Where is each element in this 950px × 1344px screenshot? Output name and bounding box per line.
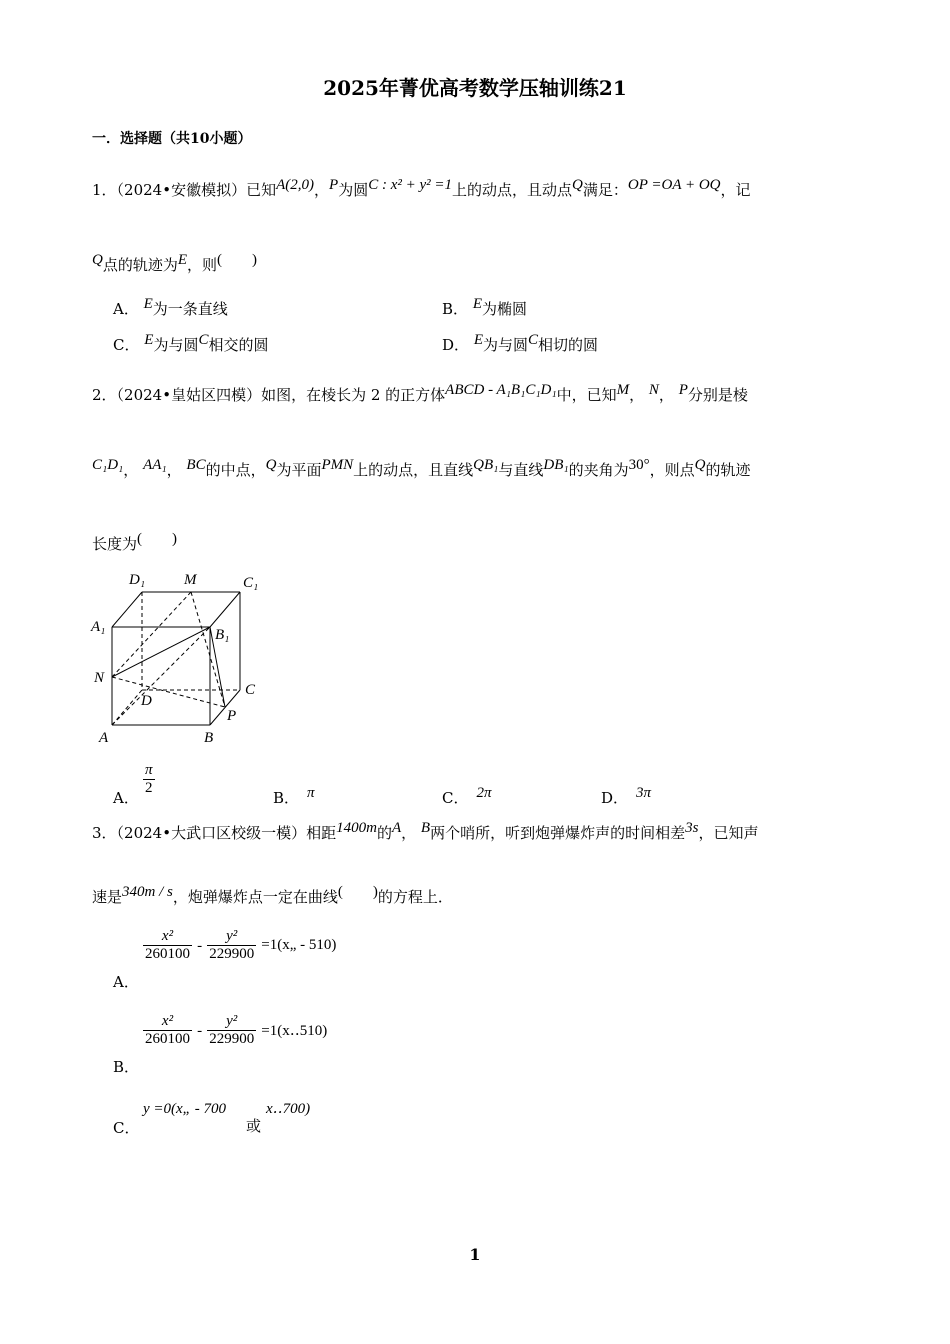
option-label: A． — [113, 300, 139, 318]
frac-num: x² — [143, 1013, 192, 1031]
option-math: E — [143, 296, 153, 312]
q2-point-q: Q — [694, 457, 706, 473]
frac-den: 260100 — [145, 1031, 190, 1047]
option-label: B． — [113, 1058, 140, 1076]
q2-edge: AA₁ — [143, 457, 167, 473]
q1-point-q: Q — [92, 252, 103, 268]
q1-option-b[interactable] — [442, 296, 527, 320]
q3-answer-blank: ( ) — [337, 884, 378, 900]
q3-text: ，已知声 — [698, 824, 759, 842]
option-label: B． — [273, 789, 300, 807]
q2-text: ， — [658, 386, 674, 404]
q3-option-c-eq2 — [266, 1098, 310, 1118]
q1-line1 — [92, 177, 751, 201]
q2-text: 中，已知 — [556, 386, 617, 404]
label-c1: C₁ — [243, 575, 259, 591]
q2-text: 的轨迹 — [705, 461, 751, 479]
option-math: C — [198, 332, 209, 348]
q3-time: 3s — [685, 820, 699, 836]
edge-a-d — [112, 690, 142, 725]
frac-den: 229900 — [209, 1031, 255, 1047]
q3-post-a: A — [391, 820, 402, 836]
label-d: D — [141, 693, 152, 709]
segment-n-m — [112, 592, 191, 677]
frac-num: x² — [143, 928, 192, 946]
q3-text: 的 — [376, 824, 392, 842]
q1-text: ，记 — [720, 181, 751, 199]
option-label: A． — [113, 973, 139, 991]
segment-n-p — [112, 677, 225, 707]
option-math: 3π — [636, 785, 652, 801]
q2-line-qb1: QB₁ — [473, 457, 499, 473]
q2-line2 — [92, 457, 751, 481]
q1-circle-eq: C : x² + y² =1 — [368, 177, 453, 193]
q2-cube: ABCD - A₁B₁C₁D₁ — [445, 382, 557, 398]
q3-option-b[interactable] — [113, 1057, 139, 1077]
q2-point-p: P — [678, 382, 688, 398]
option-text: 为一条直线 — [152, 300, 228, 318]
q1-option-d[interactable] — [442, 332, 599, 356]
q2-text: 与直线 — [498, 461, 544, 479]
minus-sign: - — [197, 938, 203, 954]
section-heading: 一．选择题（共10小题） — [92, 131, 252, 147]
q1-text: ，则 — [187, 256, 218, 274]
option-label: C． — [113, 1119, 140, 1137]
page-number: 1 — [469, 1245, 481, 1264]
label-a: A — [99, 730, 109, 746]
q2-answer-blank: ( ) — [137, 531, 178, 547]
edge-a1-d1 — [112, 592, 142, 627]
frac-num: y² — [207, 1013, 256, 1031]
label-a1: A₁ — [91, 619, 106, 635]
q2-edge: BC — [186, 457, 206, 473]
q3-text: 速是 — [92, 888, 123, 906]
option-math: E — [144, 332, 154, 348]
q2-plane: PMN — [321, 457, 354, 473]
edge-b1-c1 — [210, 592, 240, 627]
q1-text: 为圆 — [338, 181, 369, 199]
equation: x‥700) — [266, 1101, 311, 1117]
frac-den: 229900 — [209, 946, 255, 962]
label-p: P — [227, 708, 237, 724]
label-c: C — [245, 682, 256, 698]
q2-source: （2024•皇姑区四模） — [116, 386, 262, 404]
q2-line-db1: DB₁ — [543, 457, 569, 473]
q1-text: 上的动点，且动点 — [452, 181, 573, 199]
q2-text: ，则点 — [649, 461, 695, 479]
q2-point-n: N — [648, 382, 659, 398]
option-math: E — [473, 332, 483, 348]
q1-point-a: A(2,0) — [276, 177, 314, 193]
q3-text: 相距 — [306, 824, 337, 842]
option-label: D． — [442, 336, 470, 354]
option-label: B． — [442, 300, 469, 318]
option-label: C． — [113, 336, 140, 354]
q2-text: 上的动点，且直线 — [353, 461, 474, 479]
q2-text: ， — [166, 461, 182, 479]
q3-option-c-eq — [143, 1098, 226, 1118]
q3-text: ，炮弹爆炸点一定在曲线 — [172, 888, 338, 906]
q3-line2 — [92, 884, 453, 908]
frac-den: 260100 — [145, 946, 190, 962]
segment-a-b1 — [112, 627, 210, 725]
equation-rhs: =1(x‥510) — [261, 1023, 328, 1039]
q2-text: 分别是棱 — [687, 386, 748, 404]
q1-line2 — [92, 252, 258, 276]
q2-line1 — [92, 382, 748, 406]
label-n: N — [94, 670, 105, 686]
q1-option-c[interactable] — [113, 332, 269, 356]
q3-option-a-eq — [143, 928, 336, 963]
q3-text: ， — [401, 824, 417, 842]
label-d1: D₁ — [129, 572, 146, 588]
q2-line3 — [92, 531, 178, 555]
q2-text: ， — [629, 386, 645, 404]
q1-text: 满足： — [582, 181, 628, 199]
q1-text: 点的轨迹为 — [102, 256, 178, 274]
q2-option-a[interactable] — [113, 788, 139, 808]
q3-option-a[interactable] — [113, 972, 139, 992]
q2-point-q: Q — [265, 457, 277, 473]
cube-figure — [85, 565, 275, 750]
q2-text: 的夹角为 — [568, 461, 629, 479]
q2-option-d[interactable] — [601, 785, 652, 809]
q3-speed: 340m / s — [122, 884, 173, 900]
q2-option-b[interactable] — [273, 785, 315, 809]
q2-text: ， — [123, 461, 139, 479]
option-math: C — [528, 332, 539, 348]
option-label: A． — [113, 789, 139, 807]
q3-number: 3． — [92, 824, 117, 842]
q2-text: 的中点， — [205, 461, 266, 479]
frac-den: 2 — [145, 780, 153, 796]
q2-text: 长度为 — [92, 535, 138, 553]
label-b: B — [204, 730, 214, 746]
q1-point-p: P — [329, 177, 339, 193]
option-text: 相交的圆 — [208, 336, 269, 354]
equation-rhs: =1(x„ - 510) — [261, 937, 337, 953]
q2-edge: C₁D₁ — [92, 457, 124, 473]
q2-point-m: M — [616, 382, 630, 398]
q1-answer-blank: ( ) — [217, 252, 258, 268]
equation: y =0(x„ - 700 — [143, 1101, 227, 1117]
option-text: 为椭圆 — [481, 300, 527, 318]
q2-option-a-frac — [143, 762, 155, 797]
q2-option-c[interactable] — [442, 785, 492, 809]
q1-option-a[interactable] — [113, 296, 228, 320]
option-math: π — [307, 785, 315, 801]
q3-distance: 1400m — [336, 820, 377, 836]
q3-option-c[interactable] — [113, 1118, 139, 1138]
q1-vector-eq: OP =OA + OQ — [627, 177, 721, 193]
q3-text: 的方程上． — [377, 888, 453, 906]
option-text: 为与圆 — [482, 336, 528, 354]
option-text: 相切的圆 — [538, 336, 599, 354]
q2-number: 2． — [92, 386, 117, 404]
frac-num: π — [145, 762, 153, 778]
q1-source: （2024•安徽模拟） — [116, 181, 247, 199]
option-label: C． — [442, 789, 469, 807]
q2-text: 为平面 — [276, 461, 322, 479]
q1-text: 已知 — [246, 181, 277, 199]
option-label: D． — [601, 789, 629, 807]
q2-text: 如图，在棱长为 2 的正方体 — [261, 386, 446, 404]
q3-source: （2024•大武口区校级一模） — [116, 824, 307, 842]
q3-option-b-eq — [143, 1013, 327, 1048]
option-math: E — [472, 296, 482, 312]
minus-sign: - — [197, 1023, 203, 1039]
segment-n-b1 — [112, 627, 210, 677]
option-text: 为与圆 — [153, 336, 199, 354]
page-title: 2025年菁优高考数学压轴训练21 — [323, 76, 627, 100]
q3-option-c-or: 或 — [246, 1117, 262, 1135]
q3-line1 — [92, 820, 759, 844]
label-m: M — [184, 572, 197, 588]
q1-locus-e: E — [177, 252, 188, 268]
q1-point-q: Q — [572, 177, 583, 193]
q2-angle: 30° — [628, 457, 650, 473]
q3-post-b: B — [420, 820, 431, 836]
option-math: 2π — [476, 785, 492, 801]
q3-text: 两个哨所，听到炮弹爆炸声的时间相差 — [430, 824, 686, 842]
label-b1: B₁ — [215, 627, 230, 643]
frac-num: y² — [207, 928, 256, 946]
q1-number: 1． — [92, 181, 117, 199]
q1-text: ， — [314, 181, 330, 199]
